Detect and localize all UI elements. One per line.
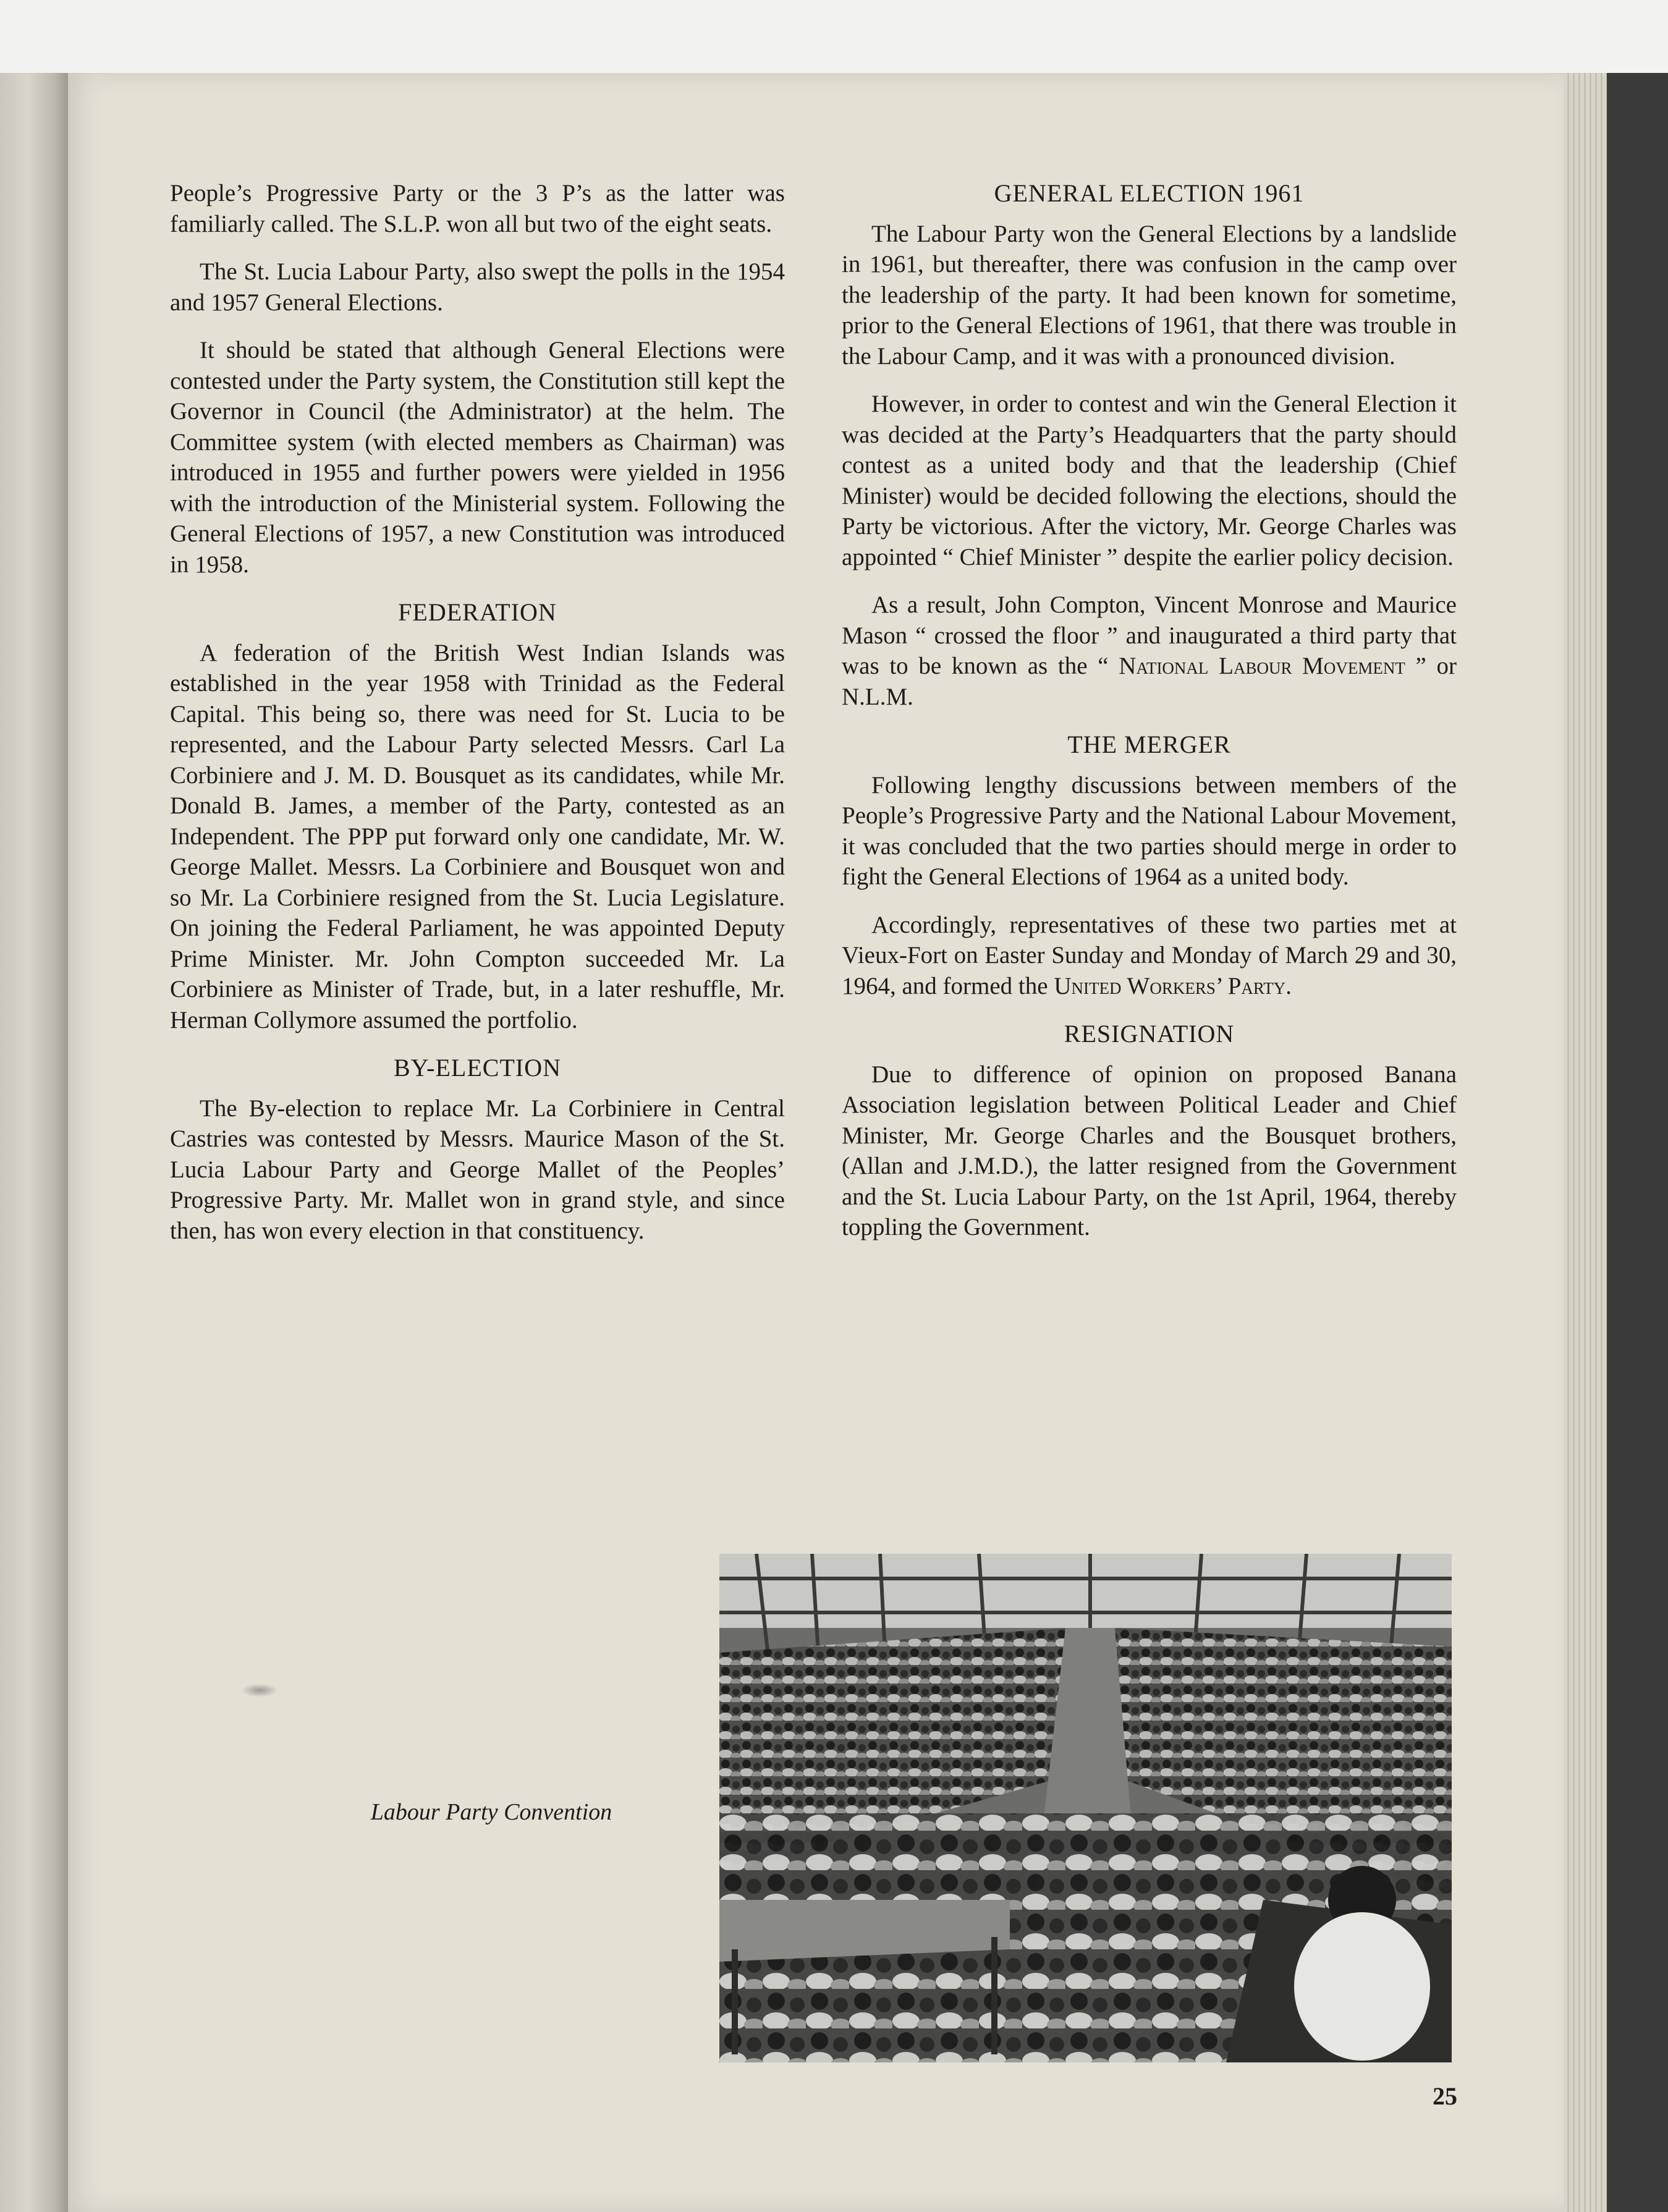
paragraph: The By-election to replace Mr. La Corbiniere in Central Castries was contested by Messrs. Maurice Mason of the St. Lucia Labour Party and George Mallet of the Peoples’ Progressive Party. Mr. Mallet won in grand style, and since then, has won every election in that constituency. [170, 1095, 785, 1244]
scan-edge [1607, 73, 1668, 2212]
party-name-nlm: National Labour Movement [1119, 653, 1405, 679]
section-heading-resignation: RESIGNATION [1064, 1020, 1235, 1048]
photo-caption: Labour Party Convention [370, 1799, 612, 1825]
paragraph: The St. Lucia Labour Party, also swept the polls in the 1954 and 1957 General Elections. [170, 258, 785, 316]
paragraph: Due to difference of opinion on proposed Banana Association legislation between Political Leader and Chief Minister, Mr. George Charles and the Bousquet brothers, (Allan and J.M.D.), the latter resigned from the Government and the St. Lucia Labour Party, on the 1st April, 1964, thereby toppling the Government. [842, 1061, 1457, 1240]
paragraph: People’s Progressive Party or the 3 P’s as the latter was familiarly called. The S.L.P. won all but two of the eight seats. [170, 180, 785, 237]
paragraph: However, in order to contest and win the General Election it was decided at the Party’s Headquarters that the party should contest as a united body and that the leadership (Chief Minister) would be decided following the elections, should the Party be victorious. After the victory, Mr. George Charles was appointed “ Chief Minister ” despite the earlier policy decision. [842, 391, 1457, 570]
page-number: 25 [1433, 2082, 1457, 2110]
text-run: ” or N.L.M. [842, 653, 1457, 710]
paragraph: Following lengthy discussions between members of the People’s Progressive Party and the National Labour Movement, it was concluded that the two parties should merge in order to fight the General Elections of 1964 as a united body. [842, 771, 1457, 890]
right-column [842, 178, 1457, 1260]
paragraph [842, 910, 1457, 1002]
paragraph [842, 590, 1457, 712]
print-smudge [241, 1684, 278, 1697]
text-run: As a result, John Compton, Vincent Monrose and Maurice Mason “ crossed the floor ” and inaugurated a third party that was to be known as the “ [842, 591, 1457, 679]
convention-photo [719, 1554, 1452, 2062]
scan-background [0, 0, 1668, 73]
section-heading-merger: THE MERGER [1067, 731, 1231, 758]
text-run: . [1285, 972, 1292, 999]
paragraph: It should be stated that although General Elections were contested under the Party system, the Constitution still kept the Governor in Council (the Administrator) at the helm. The Committee system (with elected members as Chairman) was introduced in 1955 and further powers were yielded in 1956 with the introduction of the Ministerial system. Following the General Elections of 1957, a new Constitution was introduced in 1958. [170, 337, 785, 578]
crowd-photo-illustration [719, 1554, 1452, 2062]
left-column [170, 178, 785, 1263]
section-heading-general-election: GENERAL ELECTION 1961 [994, 179, 1305, 207]
party-name-uwp: United Workers’ Party [1054, 972, 1286, 999]
book-spine [0, 73, 68, 2212]
paragraph: A federation of the British West Indian Islands was established in the year 1958 with Trinidad as the Federal Capital. This being so, there was need for St. Lucia to be represented, and the Labour Party selected Messrs. Carl La Corbiniere and J. M. D. Bousquet as its candidates, while Mr. Donald B. James, a member of the Party, contested as an Independent. The PPP put forward only one candidate, Mr. W. George Mallet. Messrs. La Corbiniere and Bousquet won and so Mr. La Corbiniere resigned from the St. Lucia Legislature. On joining the Federal Parliament, he was appointed Deputy Prime Minister. Mr. John Compton succeeded Mr. La Corbiniere as Minister of Trade, but, in a later reshuffle, Mr. Herman Collymore assumed the portfolio. [170, 639, 785, 1033]
section-heading-federation: FEDERATION [398, 598, 557, 626]
text-run: Accordingly, representatives of these two parties met at Vieux-Fort on Easter Sunday and Monday of March 29 and 30, 1964, and formed the [842, 911, 1457, 999]
paragraph: The Labour Party won the General Elections by a landslide in 1961, but thereafter, there was confusion in the camp over the leadership of the party. It had been known for sometime, prior to the General Elections of 1961, that there was trouble in the Labour Camp, and it was with a pronounced division. [842, 220, 1457, 370]
section-heading-by-election: BY-ELECTION [394, 1054, 561, 1082]
